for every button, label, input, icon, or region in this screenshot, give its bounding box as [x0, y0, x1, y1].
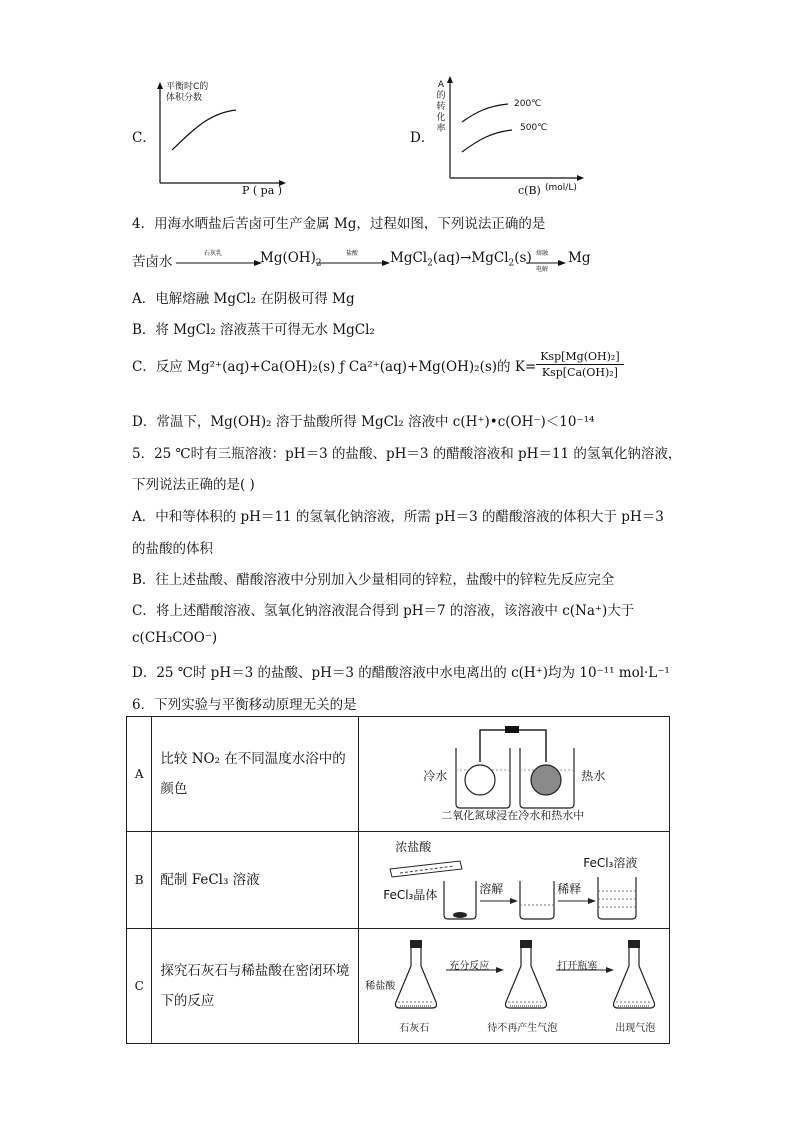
dilute-label: 稀释 [557, 882, 582, 896]
conc-hcl-label: 浓盐酸 [395, 840, 432, 854]
flow-end: Mg [568, 250, 591, 266]
d-curve-200-label: 200℃ [514, 99, 542, 109]
q5-stem-1: 5．25 ℃时有三瓶溶液：pH＝3 的盐酸、pH＝3 的醋酸溶液和 pH＝11 的氢氧化钠溶液， [132, 446, 682, 462]
q4-option-c-text: C．反应 Mg²⁺(aq)+Ca(OH)₂(s) ƒ Ca²⁺(aq)+Mg(OH)₂(s)的 K= [132, 358, 537, 375]
c-ylabel-1: 平衡时C的 [166, 82, 209, 92]
row-c-figure [359, 929, 670, 1044]
flow-arrow-3-top: 熔融 [536, 250, 549, 257]
c-ylabel-2: 体积分数 [166, 93, 203, 103]
flow-arrow-2-label: 盐酸 [346, 250, 359, 257]
flow-arrow-1-label: 石灰乳 [204, 250, 223, 257]
d-graph-svg [440, 72, 590, 188]
c-curve [172, 110, 236, 150]
q5-option-d: D．25 ℃时 pH＝3 的盐酸、pH＝3 的醋酸溶液中水电离出的 c(H⁺)均为 10⁻¹¹ mol·L⁻¹ [132, 665, 670, 681]
step1-label: 充分反应 [449, 961, 490, 972]
q6-row-c [127, 929, 670, 1044]
dilute-hcl-label: 稀盐酸 [365, 981, 396, 992]
d-curve-500 [462, 130, 512, 152]
flow-start: 苦卤水 [132, 254, 173, 270]
d-ylabel-1: 的 [436, 91, 446, 101]
q5-option-b: B．往上述盐酸、醋酸溶液中分别加入少量相同的锌粒，盐酸中的锌粒先反应完全 [132, 572, 615, 588]
q5-option-a-1: A．中和等体积的 pH＝11 的氢氧化钠溶液，所需 pH＝3 的醋酸溶液的体积大于 pH＝3 [132, 509, 664, 525]
q4-option-b: B．将 MgCl₂ 溶液蒸干可得无水 MgCl₂ [132, 322, 375, 338]
row-a-label: A [127, 717, 152, 832]
hot-water-label: 热水 [581, 769, 606, 783]
q4-option-d: D．常温下，Mg(OH)₂ 溶于盐酸所得 MgCl₂ 溶液中 c(H⁺)•c(OH⁻)＜10⁻¹⁴ [132, 414, 595, 430]
no-bubbles-label: 待不再产生气泡 [487, 1023, 558, 1034]
fraction-denominator: Ksp[Ca(OH)₂] [541, 366, 618, 379]
row-c-label: C [127, 929, 152, 1044]
q4-stem: 4．用海水晒盐后苦卤可生产金属 Mg，过程如图，下列说法正确的是 [132, 216, 546, 232]
q5-stem-2: 下列说法正确的是( ) [132, 477, 255, 493]
fraction-numerator: Ksp[Mg(OH)₂] [536, 350, 623, 365]
bubbles-label: 出现气泡 [615, 1023, 656, 1034]
cold-water-label: 冷水 [423, 769, 448, 783]
d-ylabel-0: A [437, 80, 445, 90]
flow-arrow-3-bottom: 电解 [536, 266, 549, 273]
q6-row-b [127, 832, 670, 929]
flow-p2: MgCl$_2$(aq)→MgCl$_2$(s) [390, 250, 532, 269]
d-curve-200 [462, 104, 508, 122]
c-xlabel: P ( pa ) [242, 184, 283, 197]
q4-option-c [132, 350, 624, 379]
q5-option-c-1: C．将上述醋酸溶液、氢氧化钠溶液混合得到 pH＝7 的溶液，该溶液中 c(Na⁺)大于 [132, 603, 635, 619]
fecl3-solution-label: FeCl₃溶液 [583, 856, 638, 870]
d-xlabel: c(B) [518, 184, 541, 197]
d-ylabel-4: 率 [436, 124, 446, 134]
d-curve-500-label: 500℃ [520, 123, 548, 133]
d-xunit: (mol/L) [545, 183, 577, 193]
q4-option-a: A．电解熔融 MgCl₂ 在阴极可得 Mg [132, 291, 355, 307]
q5-option-c-2: c(CH₃COO⁻) [132, 630, 218, 646]
d-ylabel-3: 化 [436, 113, 446, 123]
row-a-desc: 比较 NO₂ 在不同温度水浴中的颜色 [152, 717, 359, 832]
q6-row-a [127, 717, 670, 832]
q6-stem: 6．下列实验与平衡移动原理无关的是 [132, 697, 357, 713]
option-d-label: D． [410, 130, 435, 146]
limestone-label: 石灰石 [399, 1023, 430, 1034]
dissolve-label: 溶解 [479, 882, 504, 896]
row-a-figure [359, 717, 670, 832]
option-c-label: C． [132, 130, 156, 146]
step2-label: 打开瓶塞 [557, 961, 598, 972]
row-b-label: B [127, 832, 152, 929]
q6-table [126, 716, 670, 1044]
q5-option-a-2: 的盐酸的体积 [132, 541, 213, 557]
row-c-desc: 探究石灰石与稀盐酸在密闭环境下的反应 [152, 929, 359, 1044]
row-b-desc: 配制 FeCl₃ 溶液 [152, 832, 359, 929]
q4-option-c-fraction [536, 350, 623, 379]
flow-p1: $Mg(OH)_2$ [260, 250, 322, 269]
d-ylabel-2: 转 [436, 102, 446, 112]
row-a-caption: 二氧化氮球浸在冷水和热水中 [441, 809, 585, 822]
fecl3-crystal-label: FeCl₃晶体 [383, 888, 438, 902]
row-b-figure [359, 832, 670, 929]
